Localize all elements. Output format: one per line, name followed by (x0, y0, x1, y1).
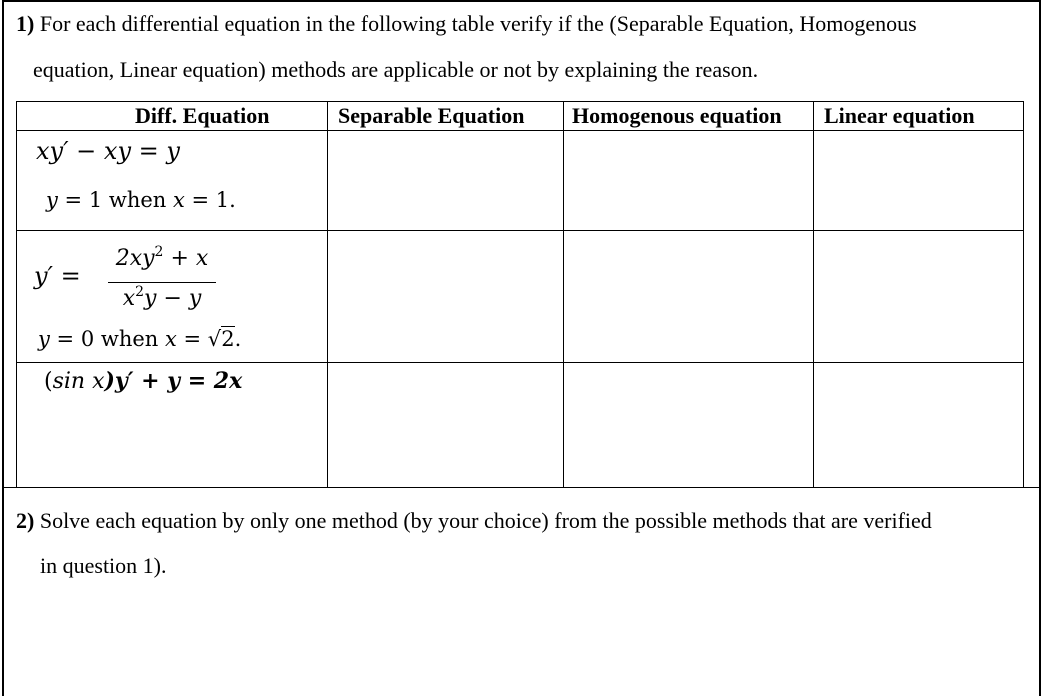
table-header-divider (16, 130, 1023, 131)
sqrt-icon: √ (207, 327, 222, 351)
question-2-line-2: in question 1). (40, 553, 167, 578)
header-homogenous-equation: Homogenous equation (572, 103, 782, 128)
row-2-equation-lhs: y′ = (34, 262, 81, 290)
row-1-equation: xy′ − xy = y (36, 137, 180, 165)
table-border-left (16, 101, 17, 487)
eq-rest: )y′ + y = 2x (104, 368, 243, 394)
num-base: 2xy (115, 246, 155, 271)
cond-value: = 1. (184, 188, 236, 212)
question-1-text-1: For each differential equation in the following table verify if the (Separable Equation, Homogenous (34, 11, 917, 36)
cond-var-y: y (46, 188, 58, 212)
header-separable-equation: Separable Equation (338, 103, 525, 128)
fraction-numerator (108, 246, 216, 271)
cond-period: . (234, 327, 242, 351)
row-3-equation (44, 368, 242, 394)
cond-text: = 0 when (49, 327, 165, 351)
num-tail: + x (163, 246, 209, 271)
table-column-divider (813, 101, 814, 487)
fraction-denominator (108, 286, 216, 311)
row-2-fraction (108, 238, 216, 318)
den-exp: 2 (135, 284, 145, 300)
num-exp: 2 (154, 244, 164, 260)
table-row-divider (16, 230, 1023, 231)
header-linear-equation: Linear equation (824, 103, 975, 128)
table-column-divider (563, 101, 564, 487)
section-divider (2, 487, 1039, 488)
table-column-divider (327, 101, 328, 487)
question-2-line-1 (16, 508, 932, 534)
cond-equals: = (176, 327, 208, 351)
cond-var-x: x (173, 188, 185, 212)
question-2-number: 2) (16, 508, 35, 533)
table-border-top (16, 101, 1023, 102)
table-border-right (1023, 101, 1024, 487)
question-2-text-1: Solve each equation by only one method (by your choice) from the possible methods that are verified (34, 508, 932, 533)
question-1-line-2: equation, Linear equation) methods are applicable or not by explaining the reason. (33, 57, 759, 82)
row-1-condition (46, 188, 236, 212)
question-1-number: 1) (16, 11, 35, 36)
cond-var-x: x (165, 327, 177, 351)
question-1-line-1 (16, 11, 917, 37)
cond-text: = 1 when (57, 188, 173, 212)
den-base: x (122, 286, 136, 311)
cond-radicand: 2 (221, 327, 235, 351)
den-tail: y − y (144, 286, 202, 311)
cond-var-y: y (38, 327, 50, 351)
table-row-divider (16, 362, 1023, 363)
eq-sin: sin x (52, 369, 105, 394)
row-2-condition (38, 327, 241, 351)
eq-open-paren: ( (44, 369, 53, 394)
fraction-bar (108, 282, 216, 283)
header-diff-equation: Diff. Equation (135, 103, 270, 128)
